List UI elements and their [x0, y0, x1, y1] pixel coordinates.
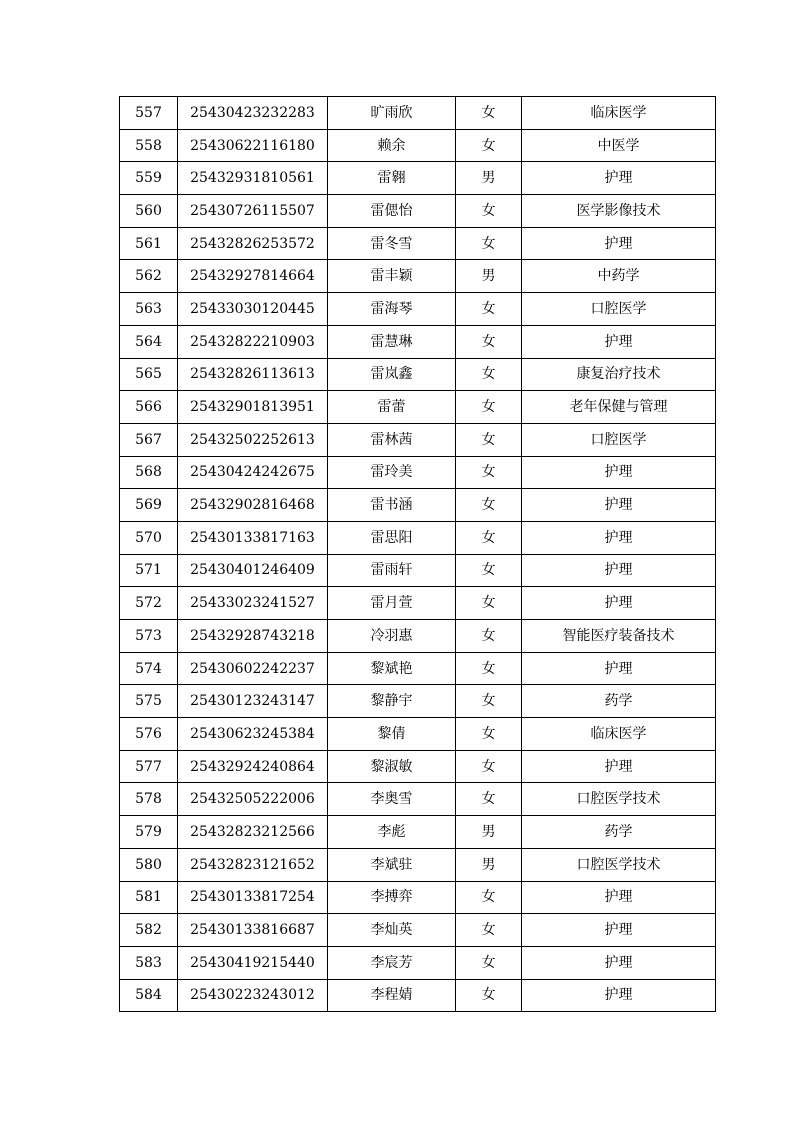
row-number-cell: 570	[120, 521, 178, 554]
row-number-cell: 584	[120, 979, 178, 1012]
major-cell: 护理	[522, 162, 716, 195]
student-name-cell: 黎静宇	[328, 685, 456, 718]
major-cell: 口腔医学	[522, 423, 716, 456]
exam-id-cell: 25432901813951	[178, 391, 328, 424]
gender-cell: 女	[456, 783, 522, 816]
student-name-cell: 雷玲美	[328, 456, 456, 489]
student-name-cell: 李奥雪	[328, 783, 456, 816]
gender-cell: 女	[456, 652, 522, 685]
gender-cell: 女	[456, 227, 522, 260]
row-number-cell: 582	[120, 914, 178, 947]
gender-cell: 女	[456, 325, 522, 358]
table-row	[120, 391, 716, 424]
row-number-cell: 581	[120, 881, 178, 914]
major-cell: 护理	[522, 979, 716, 1012]
student-name-cell: 雷丰颖	[328, 260, 456, 293]
row-number-cell: 563	[120, 293, 178, 326]
major-cell: 护理	[522, 456, 716, 489]
gender-cell: 女	[456, 391, 522, 424]
table-row	[120, 358, 716, 391]
major-cell: 康复治疗技术	[522, 358, 716, 391]
gender-cell: 女	[456, 946, 522, 979]
row-number-cell: 568	[120, 456, 178, 489]
exam-id-cell: 25432823121652	[178, 848, 328, 881]
gender-cell: 男	[456, 816, 522, 849]
major-cell: 护理	[522, 946, 716, 979]
major-cell: 护理	[522, 914, 716, 947]
exam-id-cell: 25432823212566	[178, 816, 328, 849]
row-number-cell: 573	[120, 620, 178, 653]
major-cell: 医学影像技术	[522, 195, 716, 228]
exam-id-cell: 25432928743218	[178, 620, 328, 653]
student-name-cell: 雷翱	[328, 162, 456, 195]
exam-id-cell: 25430423232283	[178, 97, 328, 130]
row-number-cell: 569	[120, 489, 178, 522]
exam-id-cell: 25432924240864	[178, 750, 328, 783]
table-row	[120, 620, 716, 653]
table-row	[120, 914, 716, 947]
exam-id-cell: 25432902816468	[178, 489, 328, 522]
table-row	[120, 783, 716, 816]
exam-id-cell: 25430424242675	[178, 456, 328, 489]
row-number-cell: 580	[120, 848, 178, 881]
student-name-cell: 冷羽惠	[328, 620, 456, 653]
table-row	[120, 129, 716, 162]
gender-cell: 女	[456, 423, 522, 456]
table-row	[120, 489, 716, 522]
table-row	[120, 587, 716, 620]
row-number-cell: 583	[120, 946, 178, 979]
exam-id-cell: 25430123243147	[178, 685, 328, 718]
table-row	[120, 227, 716, 260]
major-cell: 中药学	[522, 260, 716, 293]
table-row	[120, 685, 716, 718]
table-row	[120, 97, 716, 130]
major-cell: 护理	[522, 587, 716, 620]
row-number-cell: 562	[120, 260, 178, 293]
major-cell: 临床医学	[522, 97, 716, 130]
exam-id-cell: 25430622116180	[178, 129, 328, 162]
gender-cell: 女	[456, 97, 522, 130]
student-name-cell: 赖余	[328, 129, 456, 162]
student-name-cell: 李搏弈	[328, 881, 456, 914]
student-name-cell: 李灿英	[328, 914, 456, 947]
table-row	[120, 554, 716, 587]
gender-cell: 女	[456, 489, 522, 522]
exam-id-cell: 25430401246409	[178, 554, 328, 587]
row-number-cell: 566	[120, 391, 178, 424]
student-name-cell: 雷雨轩	[328, 554, 456, 587]
student-name-cell: 雷偲怡	[328, 195, 456, 228]
row-number-cell: 565	[120, 358, 178, 391]
major-cell: 药学	[522, 816, 716, 849]
student-name-cell: 雷林茜	[328, 423, 456, 456]
exam-id-cell: 25433030120445	[178, 293, 328, 326]
gender-cell: 女	[456, 554, 522, 587]
student-name-cell: 雷慧琳	[328, 325, 456, 358]
student-name-cell: 李斌驻	[328, 848, 456, 881]
table-row	[120, 848, 716, 881]
student-name-cell: 雷岚鑫	[328, 358, 456, 391]
major-cell: 护理	[522, 325, 716, 358]
row-number-cell: 575	[120, 685, 178, 718]
row-number-cell: 578	[120, 783, 178, 816]
gender-cell: 女	[456, 293, 522, 326]
row-number-cell: 577	[120, 750, 178, 783]
exam-id-cell: 25430623245384	[178, 718, 328, 751]
table-row	[120, 293, 716, 326]
exam-id-cell: 25433023241527	[178, 587, 328, 620]
table-row	[120, 816, 716, 849]
exam-id-cell: 25430133817163	[178, 521, 328, 554]
student-name-cell: 雷蕾	[328, 391, 456, 424]
row-number-cell: 567	[120, 423, 178, 456]
student-name-cell: 雷思阳	[328, 521, 456, 554]
row-number-cell: 561	[120, 227, 178, 260]
table-row	[120, 456, 716, 489]
gender-cell: 男	[456, 260, 522, 293]
student-name-cell: 旷雨欣	[328, 97, 456, 130]
row-number-cell: 572	[120, 587, 178, 620]
major-cell: 护理	[522, 489, 716, 522]
table-row	[120, 423, 716, 456]
gender-cell: 男	[456, 848, 522, 881]
table-row	[120, 325, 716, 358]
exam-id-cell: 25430133817254	[178, 881, 328, 914]
major-cell: 护理	[522, 750, 716, 783]
gender-cell: 男	[456, 162, 522, 195]
table-row	[120, 162, 716, 195]
gender-cell: 女	[456, 587, 522, 620]
table-row	[120, 750, 716, 783]
table-body	[120, 97, 716, 1012]
student-list-table	[119, 96, 716, 1012]
exam-id-cell: 25430223243012	[178, 979, 328, 1012]
row-number-cell: 559	[120, 162, 178, 195]
table-row	[120, 881, 716, 914]
exam-id-cell: 25430602242237	[178, 652, 328, 685]
exam-id-cell: 25430133816687	[178, 914, 328, 947]
gender-cell: 女	[456, 456, 522, 489]
table-row	[120, 652, 716, 685]
exam-id-cell: 25430726115507	[178, 195, 328, 228]
row-number-cell: 574	[120, 652, 178, 685]
exam-id-cell: 25432502252613	[178, 423, 328, 456]
major-cell: 护理	[522, 881, 716, 914]
gender-cell: 女	[456, 620, 522, 653]
student-name-cell: 黎斌艳	[328, 652, 456, 685]
row-number-cell: 558	[120, 129, 178, 162]
student-name-cell: 雷冬雪	[328, 227, 456, 260]
student-name-cell: 雷海琴	[328, 293, 456, 326]
major-cell: 口腔医学技术	[522, 783, 716, 816]
row-number-cell: 564	[120, 325, 178, 358]
table-row	[120, 195, 716, 228]
student-name-cell: 李程婧	[328, 979, 456, 1012]
major-cell: 智能医疗装备技术	[522, 620, 716, 653]
major-cell: 护理	[522, 652, 716, 685]
exam-id-cell: 25430419215440	[178, 946, 328, 979]
row-number-cell: 571	[120, 554, 178, 587]
row-number-cell: 579	[120, 816, 178, 849]
exam-id-cell: 25432927814664	[178, 260, 328, 293]
major-cell: 护理	[522, 554, 716, 587]
table-row	[120, 260, 716, 293]
major-cell: 护理	[522, 227, 716, 260]
student-name-cell: 雷月萱	[328, 587, 456, 620]
row-number-cell: 576	[120, 718, 178, 751]
major-cell: 药学	[522, 685, 716, 718]
gender-cell: 女	[456, 979, 522, 1012]
gender-cell: 女	[456, 914, 522, 947]
gender-cell: 女	[456, 521, 522, 554]
exam-id-cell: 25432931810561	[178, 162, 328, 195]
gender-cell: 女	[456, 750, 522, 783]
gender-cell: 女	[456, 881, 522, 914]
major-cell: 老年保健与管理	[522, 391, 716, 424]
table-row	[120, 979, 716, 1012]
student-name-cell: 黎淑敏	[328, 750, 456, 783]
student-name-cell: 雷书涵	[328, 489, 456, 522]
table-row	[120, 718, 716, 751]
table-row	[120, 946, 716, 979]
student-name-cell: 李彪	[328, 816, 456, 849]
table-row	[120, 521, 716, 554]
exam-id-cell: 25432822210903	[178, 325, 328, 358]
major-cell: 临床医学	[522, 718, 716, 751]
major-cell: 口腔医学	[522, 293, 716, 326]
student-name-cell: 李宸芳	[328, 946, 456, 979]
gender-cell: 女	[456, 718, 522, 751]
exam-id-cell: 25432505222006	[178, 783, 328, 816]
gender-cell: 女	[456, 358, 522, 391]
major-cell: 护理	[522, 521, 716, 554]
gender-cell: 女	[456, 685, 522, 718]
exam-id-cell: 25432826253572	[178, 227, 328, 260]
major-cell: 口腔医学技术	[522, 848, 716, 881]
gender-cell: 女	[456, 195, 522, 228]
exam-id-cell: 25432826113613	[178, 358, 328, 391]
gender-cell: 女	[456, 129, 522, 162]
student-name-cell: 黎倩	[328, 718, 456, 751]
row-number-cell: 560	[120, 195, 178, 228]
major-cell: 中医学	[522, 129, 716, 162]
row-number-cell: 557	[120, 97, 178, 130]
